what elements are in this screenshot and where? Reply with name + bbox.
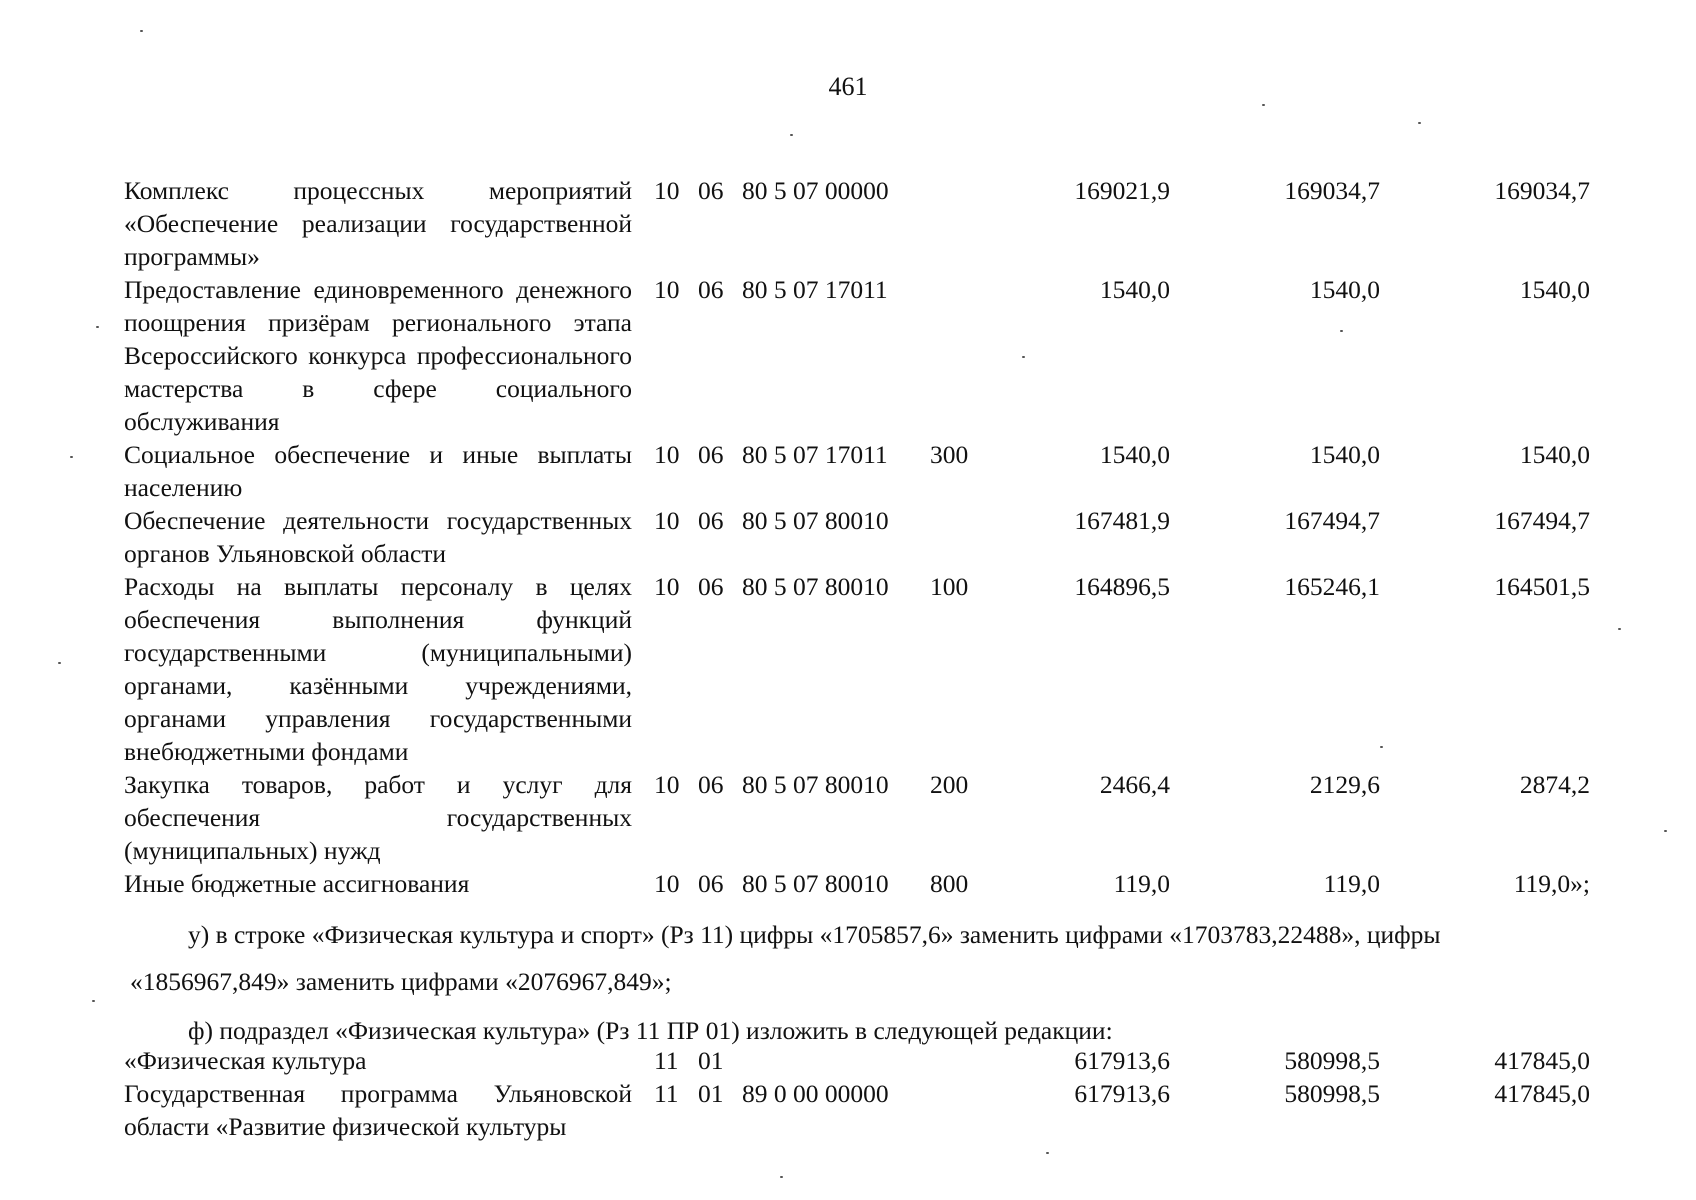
row-value-3: 119,0»; <box>1513 869 1590 898</box>
row-pr: 01 <box>698 1079 724 1108</box>
row-value-2: 169034,7 <box>1284 176 1380 205</box>
row-value-1: 1540,0 <box>1099 440 1170 469</box>
scan-speck <box>58 662 61 664</box>
row-value-2: 119,0 <box>1323 869 1380 898</box>
row-name: Социальное обеспечение и иные выплаты населению <box>124 440 632 502</box>
row-csr: 80 5 07 17011 <box>742 275 888 304</box>
scan-speck <box>1418 122 1421 124</box>
row-name: Иные бюджетные ассигнования <box>124 869 470 898</box>
row-vr: 300 <box>930 440 969 469</box>
scan-speck <box>96 326 99 328</box>
row-value-3: 1540,0 <box>1519 275 1590 304</box>
page-number: 461 <box>828 72 868 101</box>
row-value-1: 1540,0 <box>1099 275 1170 304</box>
row-name: «Физическая культура <box>124 1046 367 1075</box>
row-pr: 06 <box>698 440 724 469</box>
row-value-3: 164501,5 <box>1494 572 1590 601</box>
row-value-1: 2466,4 <box>1099 770 1170 799</box>
row-csr: 80 5 07 80010 <box>742 770 889 799</box>
row-value-1: 617913,6 <box>1074 1046 1170 1075</box>
scan-speck <box>70 456 73 458</box>
scan-speck <box>1046 1152 1049 1154</box>
row-rz: 10 <box>654 572 680 601</box>
row-vr: 100 <box>930 572 969 601</box>
row-pr: 06 <box>698 176 724 205</box>
table-row <box>124 570 1604 768</box>
table-row <box>124 273 1604 438</box>
row-csr: 80 5 07 00000 <box>742 176 889 205</box>
row-value-3: 167494,7 <box>1494 506 1590 535</box>
table-row <box>124 504 1604 570</box>
scan-speck <box>1618 628 1621 630</box>
row-rz: 11 <box>654 1079 679 1108</box>
table-row <box>124 768 1604 867</box>
table-row <box>124 174 1604 273</box>
scan-speck <box>1380 746 1383 748</box>
table-row <box>124 1077 1604 1143</box>
row-value-2: 1540,0 <box>1309 440 1380 469</box>
scan-speck <box>140 30 143 32</box>
row-value-2: 580998,5 <box>1284 1046 1380 1075</box>
row-name: Обеспечение деятельности государственных органов Ульяновской области <box>124 506 632 568</box>
row-value-1: 617913,6 <box>1074 1079 1170 1108</box>
row-value-3: 169034,7 <box>1494 176 1590 205</box>
row-value-1: 164896,5 <box>1074 572 1170 601</box>
row-name: Расходы на выплаты персоналу в целях обеспечения выполнения функций государственными (муниципальными) органами, казёнными учреждениями, органами управления государственными внебюджетными фондами <box>124 572 632 766</box>
table-row <box>124 867 1604 900</box>
row-value-2: 580998,5 <box>1284 1079 1380 1108</box>
scan-speck <box>92 1000 95 1002</box>
row-rz: 10 <box>654 275 680 304</box>
scan-speck <box>780 1176 783 1178</box>
row-value-2: 2129,6 <box>1309 770 1380 799</box>
row-csr: 80 5 07 80010 <box>742 506 889 535</box>
amendment-u-line-1: у) в строке «Физическая культура и спорт» (Рз 11) цифры «1705857,6» заменить цифрами «1703783,22488», цифры <box>188 920 1441 949</box>
budget-table <box>124 174 1604 900</box>
row-rz: 10 <box>654 176 680 205</box>
amendment-f: ф) подраздел «Физическая культура» (Рз 11 ПР 01) изложить в следующей редакции: <box>188 1016 1113 1045</box>
row-pr: 06 <box>698 506 724 535</box>
row-name: Закупка товаров, работ и услуг для обеспечения государственных (муниципальных) нужд <box>124 770 632 865</box>
row-csr: 89 0 00 00000 <box>742 1079 889 1108</box>
row-rz: 10 <box>654 440 680 469</box>
physical-culture-table <box>124 1044 1604 1143</box>
row-rz: 11 <box>654 1046 679 1075</box>
row-csr: 80 5 07 80010 <box>742 572 889 601</box>
row-pr: 06 <box>698 770 724 799</box>
amendment-u-line-2: «1856967,849» заменить цифрами «2076967,849»; <box>130 967 672 996</box>
scan-speck <box>1262 104 1265 106</box>
row-value-2: 1540,0 <box>1309 275 1380 304</box>
row-name: Комплекс процессных мероприятий «Обеспечение реализации государственной программы» <box>124 176 632 271</box>
row-value-2: 165246,1 <box>1284 572 1380 601</box>
scan-speck <box>1022 356 1025 358</box>
row-value-2: 167494,7 <box>1284 506 1380 535</box>
row-csr: 80 5 07 80010 <box>742 869 889 898</box>
scan-speck <box>1664 830 1667 832</box>
row-pr: 06 <box>698 869 724 898</box>
row-value-3: 1540,0 <box>1519 440 1590 469</box>
row-value-1: 119,0 <box>1113 869 1170 898</box>
row-value-1: 167481,9 <box>1074 506 1170 535</box>
row-rz: 10 <box>654 770 680 799</box>
row-rz: 10 <box>654 869 680 898</box>
row-vr: 800 <box>930 869 969 898</box>
row-value-3: 2874,2 <box>1519 770 1590 799</box>
scan-speck <box>790 134 793 136</box>
row-vr: 200 <box>930 770 969 799</box>
row-pr: 06 <box>698 275 724 304</box>
row-pr: 01 <box>698 1046 724 1075</box>
row-rz: 10 <box>654 506 680 535</box>
row-name: Предоставление единовременного денежного поощрения призёрам регионального этапа Всероссийского конкурса профессионального мастерства в сфере социального обслуживания <box>124 275 632 436</box>
row-value-1: 169021,9 <box>1074 176 1170 205</box>
row-value-3: 417845,0 <box>1494 1079 1590 1108</box>
table-row <box>124 1044 1604 1077</box>
row-pr: 06 <box>698 572 724 601</box>
row-value-3: 417845,0 <box>1494 1046 1590 1075</box>
row-name: Государственная программа Ульяновской области «Развитие физической культуры <box>124 1079 632 1141</box>
scan-speck <box>1340 330 1343 332</box>
table-row <box>124 438 1604 504</box>
row-csr: 80 5 07 17011 <box>742 440 888 469</box>
